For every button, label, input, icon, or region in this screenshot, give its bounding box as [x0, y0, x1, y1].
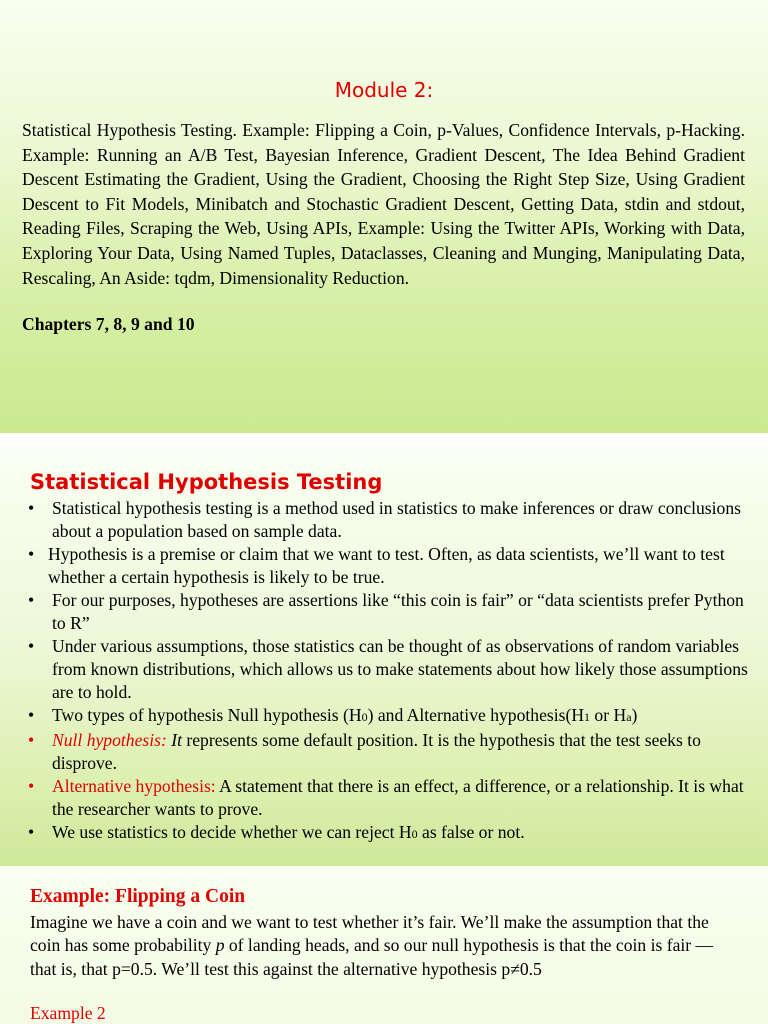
bullet-text: Under various assumptions, those statistics can be thought of as observations of random variables from known distributions, which allows us to make statements about how likely those assumptions are to hold.	[52, 636, 748, 702]
bullet-text: Alternative hypothesis: A statement that there is an effect, a difference, or a relationship. It is what the researcher wants to prove.	[52, 776, 744, 819]
bullet-item	[26, 589, 756, 635]
subscript: a	[626, 710, 632, 724]
bullet-text: We use statistics to decide whether we can reject H0 as false or not.	[52, 822, 525, 842]
hypothesis-bullet-list	[26, 497, 756, 846]
bullet-item	[26, 704, 756, 729]
bullet-text: Null hypothesis: It represents some default position. It is the hypothesis that the test seeks to disprove.	[52, 730, 701, 773]
null-hypothesis-label: Null hypothesis:	[52, 730, 167, 750]
subscript: 1	[584, 710, 591, 724]
bullet-item	[26, 497, 756, 543]
module-title: Module 2:	[334, 78, 434, 102]
bullet-icon: •	[28, 730, 35, 750]
bullet-text: Statistical hypothesis testing is a method used in statistics to make inferences or draw conclusions about a population based on sample data.	[52, 498, 741, 541]
bullet-icon: •	[28, 822, 35, 842]
bullet-item	[26, 635, 756, 704]
bullet-item	[26, 543, 756, 589]
example-2-heading: Example 2	[30, 1003, 106, 1023]
coin-example-title: Example: Flipping a Coin	[30, 886, 246, 907]
bullet-icon: •	[28, 544, 35, 564]
alternative-hypothesis-label: Alternative hypothesis:	[52, 776, 216, 796]
subscript: 0	[361, 710, 368, 724]
module-topics-text: Statistical Hypothesis Testing. Example: Flipping a Coin, p-Values, Confidence Intervals, p-Hacking. Example: Running an A/B Test, Bayesian Inference, Gradient Descent, The Idea Behind Gradient Descent Estimating the Gradient, Using the Gradient, Choosing the Right Step Size, Using Gradient Descent to Fit Models, Minibatch and Stochastic Gradient Descent, Getting Data, stdin and stdout, Reading Files, Scraping the Web, Using APIs, Example: Using the Twitter APIs, Working with Data, Exploring Your Data, Using Named Tuples, Dataclasses, Cleaning and Munging, Manipulating Data, Rescaling, An Aside: tqdm, Dimensionality Reduction.	[22, 120, 745, 288]
bullet-icon: •	[28, 705, 35, 725]
subscript: 0	[411, 827, 418, 841]
bullet-text: Two types of hypothesis Null hypothesis (H0) and Alternative hypothesis(H1 or Ha)	[52, 705, 638, 725]
bullet-item	[26, 821, 756, 846]
bullet-icon: •	[28, 636, 35, 656]
hypothesis-testing-title: Statistical Hypothesis Testing	[30, 470, 383, 494]
module-chapters: Chapters 7, 8, 9 and 10	[22, 314, 195, 334]
bullet-icon: •	[28, 776, 35, 796]
bullet-icon: •	[28, 498, 35, 518]
bullet-text: For our purposes, hypotheses are assertions like “this coin is fair” or “data scientists prefer Python to R”	[52, 590, 744, 633]
bullet-item	[26, 775, 756, 821]
bullet-text: Hypothesis is a premise or claim that we want to test. Often, as data scientists, we’ll want to test whether a certain hypothesis is likely to be true.	[48, 544, 725, 587]
bullet-icon: •	[28, 590, 35, 610]
coin-example-text: Imagine we have a coin and we want to test whether it’s fair. We’ll make the assumption that the coin has some probability p of landing heads, and so our null hypothesis is that the coin is fair — that is, that p=0.5. We’ll test this against the alternative hypothesis p≠0.5	[30, 912, 714, 979]
bullet-item	[26, 729, 756, 775]
